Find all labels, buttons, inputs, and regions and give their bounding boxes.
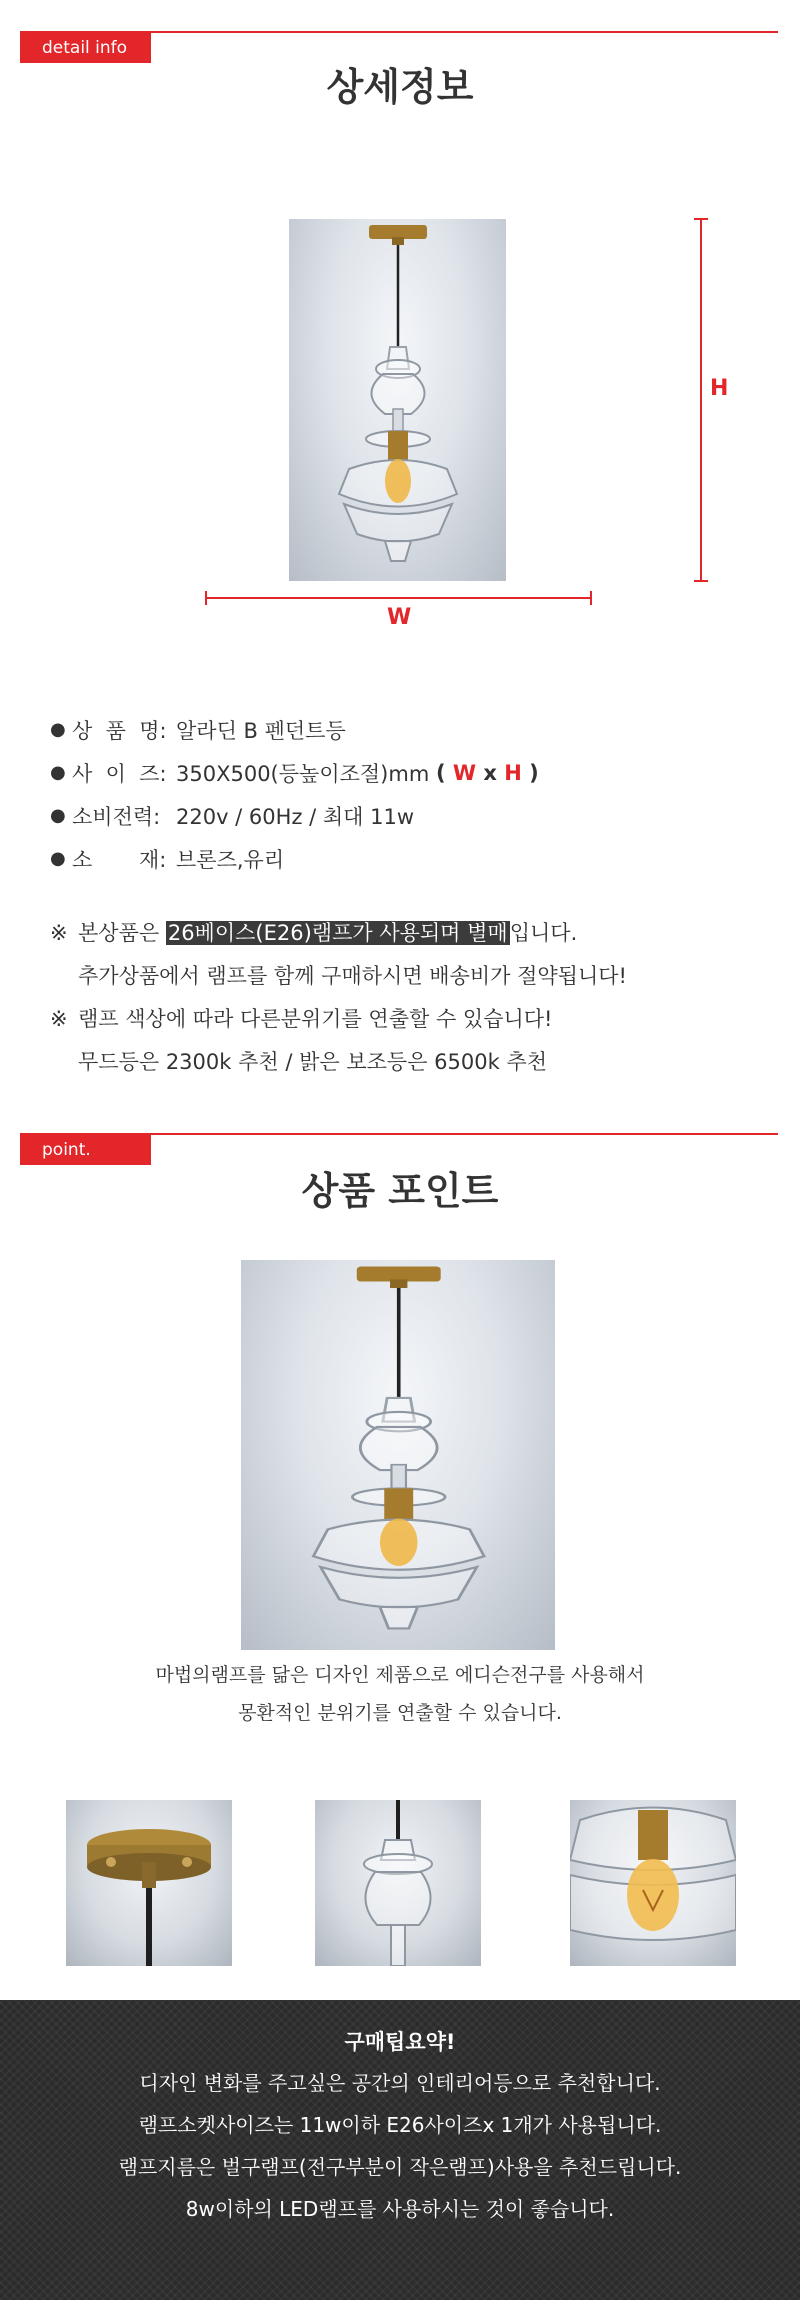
summary-line: 램프지름은 벌구램프(전구부분이 작은램프)사용을 추천드립니다. [118,2155,682,2179]
pendant-lamp-illustration [241,1260,555,1650]
summary-lines [0,2062,800,2230]
spec-row-size [50,751,750,794]
spec-value: 220v / 60Hz / 최대 11w [176,804,415,829]
note-line-3 [50,998,770,1041]
spec-row-power [50,794,750,837]
spec-value: 알라딘 B 펜던트등 [176,718,346,743]
point-caption-line-2: 몽환적인 분위기를 연출할 수 있습니다. [238,1702,562,1724]
bullet-icon: ● [50,762,66,783]
spec-row-product-name [50,708,750,751]
note-text: 입니다. [509,921,578,945]
note-highlight: 26베이스(E26)램프가 사용되며 별매 [167,921,508,945]
bullet-icon: ● [50,848,66,869]
width-dimension-cap-left [205,591,207,605]
edison-bulb-photo-illustration [570,1800,736,1966]
reference-mark-icon: ※ [50,921,68,945]
spec-label: 소 재: [72,847,167,872]
size-paren-close: ) [521,760,539,785]
detail-thumb-bulb [570,1800,736,1966]
product-photo-main [289,219,506,581]
size-x-marker: x [476,760,505,785]
product-photo-point [241,1260,555,1650]
detail-thumb-glass-neck [315,1800,481,1966]
note-line-1 [50,912,770,955]
pendant-lamp-illustration [289,219,506,581]
width-dimension-cap-right [590,591,592,605]
size-h-marker: H [504,760,522,785]
spec-value: 브론즈,유리 [176,847,285,872]
summary-line: 램프소켓사이즈는 11w이하 E26사이즈x 1개가 사용됩니다. [138,2113,662,2137]
height-dimension-label: H [710,376,729,401]
point-section-title: 상품 포인트 [301,1169,499,1213]
summary-title: 구매팁요약! [344,2030,456,2054]
size-paren-open: ( [435,760,453,785]
summary-line: 디자인 변화를 주고싶은 공간의 인테리어등으로 추천합니다. [139,2071,661,2095]
detail-thumb-canopy [66,1800,232,1966]
spec-list [50,708,750,880]
note-text: 본상품은 [78,921,166,945]
spec-label: 상 품 명: [72,718,167,743]
bullet-icon: ● [50,805,66,826]
height-dimension-cap-top [694,218,708,220]
note-line-2: 추가상품에서 램프를 함께 구매하시면 배송비가 절약됩니다! [78,964,627,988]
width-dimension-label: W [387,605,412,630]
spec-row-material [50,837,750,880]
glass-neck-photo-illustration [315,1800,481,1966]
summary-line: 8w이하의 LED램프를 사용하시는 것이 좋습니다. [185,2197,615,2221]
spec-label: 소비전력: [72,804,161,829]
spec-value: 350X500(등높이조절)mm [176,761,436,786]
detail-info-tag: detail info [20,33,151,63]
width-dimension-line [205,597,592,599]
purchase-tip-summary [0,2000,800,2300]
note-text: 램프 색상에 따라 다른분위기를 연출할 수 있습니다! [78,1007,553,1031]
note-line-4: 무드등은 2300k 추천 / 밝은 보조등은 6500k 추천 [78,1050,548,1074]
reference-mark-icon: ※ [50,1007,68,1031]
point-caption-line-1: 마법의램프를 닮은 디자인 제품으로 에디슨전구를 사용해서 [155,1664,645,1686]
point-tag: point. [20,1135,151,1165]
size-w-marker: W [452,760,477,785]
canopy-photo-illustration [66,1800,232,1966]
product-notes [50,912,770,1084]
point-caption [0,1656,800,1732]
detail-page-title: 상세정보 [326,65,474,109]
height-dimension-cap-bottom [694,580,708,582]
spec-label: 사 이 즈: [72,761,167,786]
bullet-icon: ● [50,719,66,740]
height-dimension-line [700,218,702,582]
